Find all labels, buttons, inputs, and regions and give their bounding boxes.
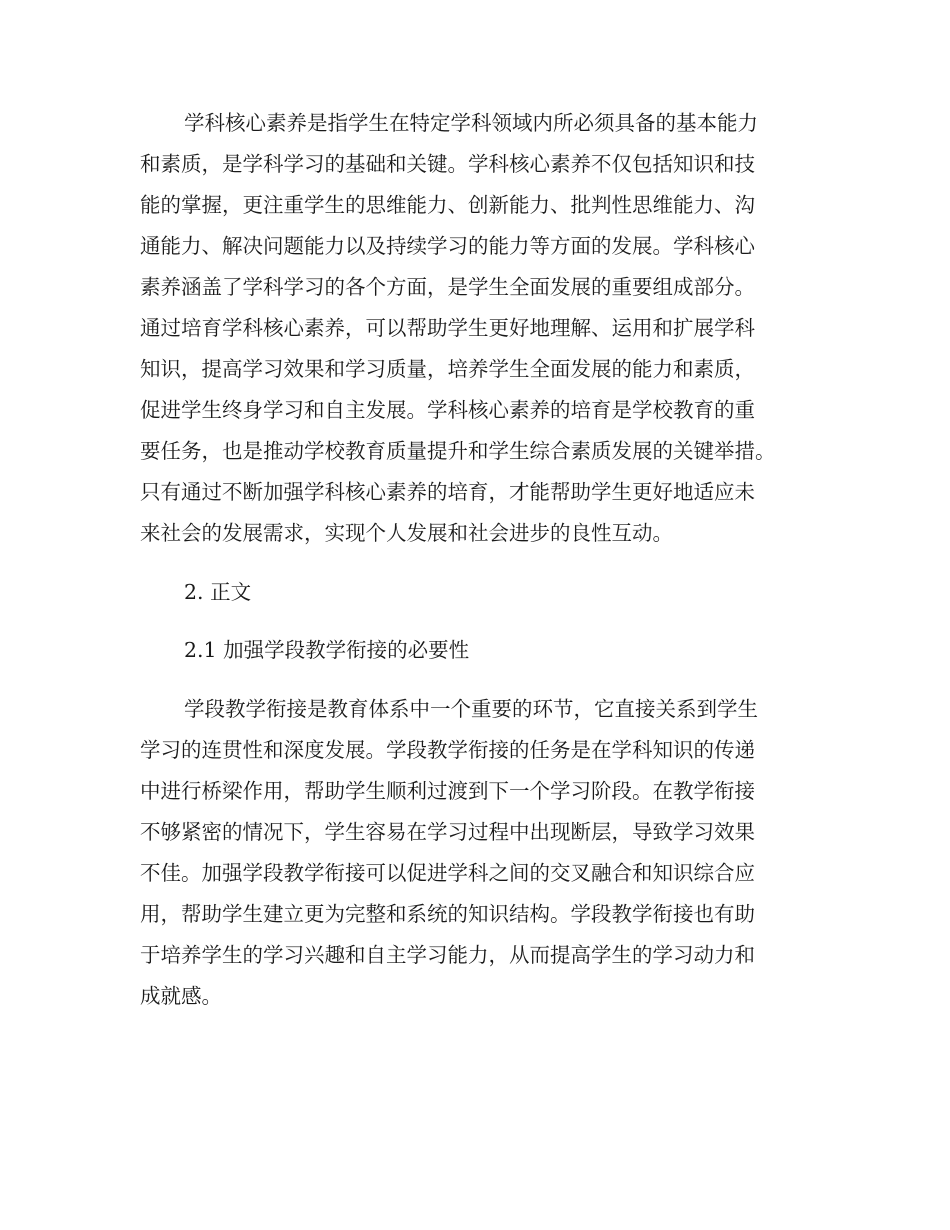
paragraph-line: 学习的连贯性和深度发展。学段教学衔接的任务是在学科知识的传递 — [140, 738, 755, 762]
paragraph-line: 通过培育学科核心素养，可以帮助学生更好地理解、运用和扩展学科 — [140, 316, 755, 340]
paragraph-line: 来社会的发展需求，实现个人发展和社会进步的良性互动。 — [140, 521, 673, 545]
subsection-heading: 2.1 加强学段教学衔接的必要性 — [184, 638, 470, 662]
paragraph-line: 知识，提高学习效果和学习质量，培养学生全面发展的能力和素质， — [140, 357, 755, 381]
paragraph-line: 成就感。 — [140, 984, 222, 1008]
paragraph-line: 于培养学生的学习兴趣和自主学习能力，从而提高学生的学习动力和 — [140, 943, 755, 967]
section-heading: 2. 正文 — [184, 580, 252, 604]
paragraph-line: 只有通过不断加强学科核心素养的培育，才能帮助学生更好地适应未 — [140, 480, 755, 504]
paragraph-line: 素养涵盖了学科学习的各个方面，是学生全面发展的重要组成部分。 — [140, 275, 755, 299]
paragraph-line: 学段教学衔接是教育体系中一个重要的环节，它直接关系到学生 — [184, 697, 758, 721]
paragraph-line: 促进学生终身学习和自主发展。学科核心素养的培育是学校教育的重 — [140, 398, 755, 422]
paragraph-line: 要任务，也是推动学校教育质量提升和学生综合素质发展的关键举措。 — [140, 439, 776, 463]
paragraph-line: 不佳。加强学段教学衔接可以促进学科之间的交叉融合和知识综合应 — [140, 861, 755, 885]
paragraph-line: 能的掌握，更注重学生的思维能力、创新能力、批判性思维能力、沟 — [140, 193, 755, 217]
paragraph-line: 不够紧密的情况下，学生容易在学习过程中出现断层，导致学习效果 — [140, 820, 755, 844]
paragraph-line: 和素质，是学科学习的基础和关键。学科核心素养不仅包括知识和技 — [140, 152, 755, 176]
paragraph-line: 通能力、解决问题能力以及持续学习的能力等方面的发展。学科核心 — [140, 234, 755, 258]
paragraph-line: 学科核心素养是指学生在特定学科领域内所必须具备的基本能力 — [184, 111, 758, 135]
paragraph-line: 用，帮助学生建立更为完整和系统的知识结构。学段教学衔接也有助 — [140, 902, 755, 926]
paragraph-line: 中进行桥梁作用，帮助学生顺利过渡到下一个学习阶段。在教学衔接 — [140, 779, 755, 803]
